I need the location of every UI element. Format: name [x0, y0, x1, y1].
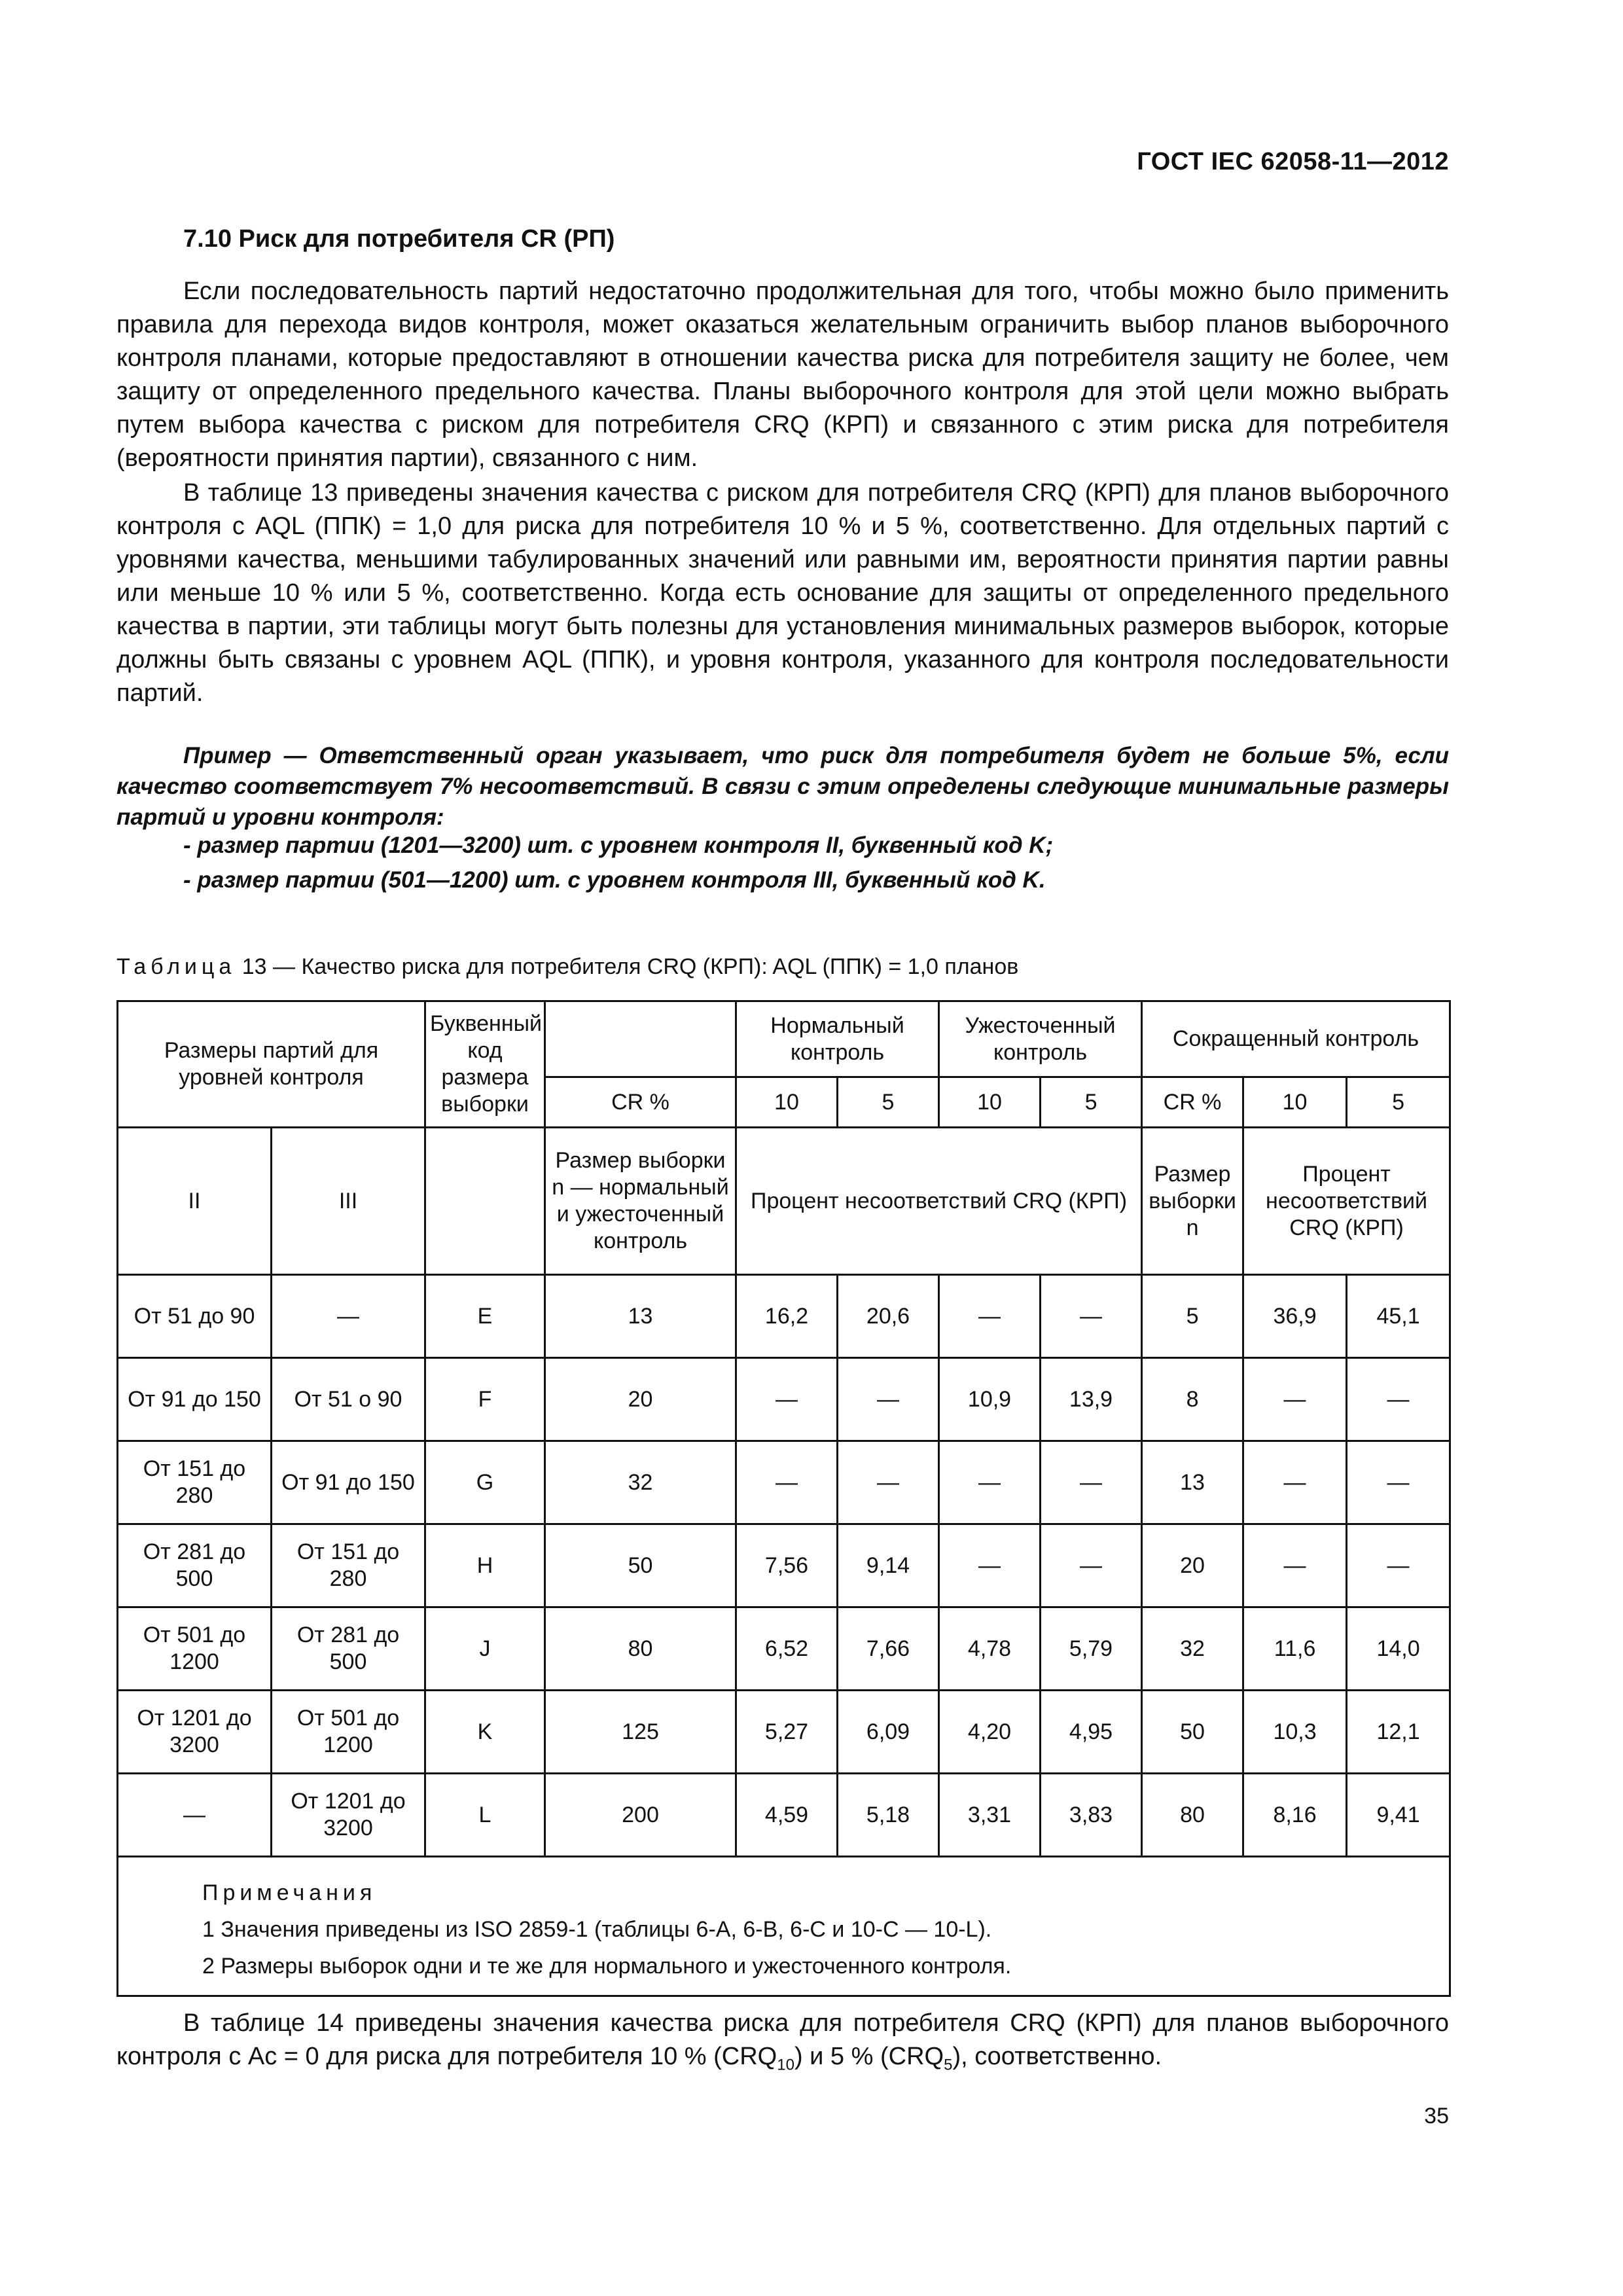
document-page	[116, 0, 1449, 2296]
standard-header: ГОСТ IEC 62058-11—2012	[1137, 148, 1449, 175]
cell-code: G	[425, 1441, 545, 1524]
cell-tightened-10: 4,20	[939, 1691, 1041, 1774]
cell-reduced-10: 11,6	[1243, 1607, 1347, 1691]
header-code-blank	[425, 1128, 545, 1275]
header-percent-r: Процент несоответствий CRQ (КРП)	[1243, 1128, 1450, 1275]
cell-tightened-10: 4,78	[939, 1607, 1041, 1691]
header-percent-nt: Процент несоответствий CRQ (КРП)	[736, 1128, 1142, 1275]
header-reduced: Сокращенный контроль	[1142, 1001, 1450, 1077]
cell-tightened-5: —	[1041, 1524, 1142, 1607]
cell-normal-10: 6,52	[736, 1607, 838, 1691]
cell-level-2: От 501 до 1200	[118, 1607, 272, 1691]
cell-reduced-sample-size: 50	[1142, 1691, 1243, 1774]
crq-subscript-10: 10	[777, 2056, 794, 2074]
table-caption-text: 13 — Качество риска для потребителя CRQ (КРП): AQL (ППК) = 1,0 планов	[241, 954, 1019, 979]
cell-normal-5: 20,6	[838, 1275, 939, 1358]
cell-normal-10: —	[736, 1358, 838, 1441]
cell-reduced-5: 12,1	[1347, 1691, 1450, 1774]
cell-level-3: От 281 до 500	[272, 1607, 425, 1691]
cell-normal-5: —	[838, 1441, 939, 1524]
cell-reduced-10: —	[1243, 1524, 1347, 1607]
cell-reduced-sample-size: 20	[1142, 1524, 1243, 1607]
header-normal: Нормальный контроль	[736, 1001, 939, 1077]
paragraph-1-text: Если последовательность партий недостаточно продолжительная для того, чтобы можно было применить правила для перехода видов контроля, может оказаться желательным ограничить выбор планов выборочного контроля планами, которые предоставляют в отношении качества риска для потребителя защиту не более, чем защиту от определенного предельного качества. Планы выборочного контроля для этой цели можно выбрать путем выбора качества с риском для потребителя CRQ (КРП) и связанного с этим риска для потребителя (вероятности принятия партии), связанного с ним.	[116, 278, 1449, 472]
cell-tightened-10: 10,9	[939, 1358, 1041, 1441]
paragraph-1	[116, 275, 1449, 475]
example-text: Пример — Ответственный орган указывает, что риск для потребителя будет не больше 5%, если качество соответствует 7% несоответствий. В связи с этим определены следующие минимальные размеры партий и уровни контроля:	[116, 743, 1449, 830]
header-cr-percent: CR %	[545, 1077, 736, 1128]
note-2: 2 Размеры выборок одни и те же для нормального и ужесточенного контроля.	[202, 1954, 1012, 1979]
header-lot-sizes: Размеры партий для уровней контроля	[118, 1001, 425, 1128]
cell-reduced-10: —	[1243, 1441, 1347, 1524]
header-level-2: II	[118, 1128, 272, 1275]
table-row	[118, 1524, 1450, 1607]
header-sample-size-r: Размер выборки n	[1142, 1128, 1243, 1275]
cell-level-3: От 91 до 150	[272, 1441, 425, 1524]
cell-normal-5: 6,09	[838, 1691, 939, 1774]
table-row	[118, 1358, 1450, 1441]
cell-reduced-10: —	[1243, 1358, 1347, 1441]
cell-sample-size: 200	[545, 1774, 736, 1857]
cell-reduced-10: 10,3	[1243, 1691, 1347, 1774]
header-normal-10: 10	[736, 1077, 838, 1128]
cell-sample-size: 80	[545, 1607, 736, 1691]
header-tightened-5: 5	[1041, 1077, 1142, 1128]
header-level-3: III	[272, 1128, 425, 1275]
cell-level-2: От 91 до 150	[118, 1358, 272, 1441]
header-normal-5: 5	[838, 1077, 939, 1128]
cell-tightened-10: —	[939, 1441, 1041, 1524]
cell-reduced-10: 36,9	[1243, 1275, 1347, 1358]
final-paragraph-mid: ) и 5 % (CRQ	[794, 2043, 944, 2070]
paragraph-2-text: В таблице 13 приведены значения качества с риском для потребителя CRQ (КРП) для планов выборочного контроля с AQL (ППК) = 1,0 для риска для потребителя 10 % и 5 %, соответственно. Для отдельных партий с уровнями качества, меньшими табулированных значений или равными им, вероятности принятия партии равны или меньше 10 % или 5 %, соответственно. Когда есть основание для защиты от определенного предельного качества в партии, эти таблицы могут быть полезны для установления минимальных размеров выборок, которые должны быть связаны с уровнем AQL (ППК), и уровня контроля, указанного для контроля последовательности партий.	[116, 479, 1449, 707]
cell-level-2: От 281 до 500	[118, 1524, 272, 1607]
table-caption	[116, 954, 1018, 980]
example-item-1: - размер партии (1201—3200) шт. с уровнем контроля II, буквенный код K;	[183, 833, 1054, 858]
cell-level-3: —	[272, 1275, 425, 1358]
final-paragraph-end: ), соответственно.	[952, 2043, 1162, 2070]
paragraph-2	[116, 476, 1449, 710]
cell-level-2: От 1201 до 3200	[118, 1691, 272, 1774]
example-item-2: - размер партии (501—1200) шт. с уровнем контроля III, буквенный код K.	[183, 867, 1046, 893]
table-notes	[118, 1857, 1450, 1996]
cell-code: E	[425, 1275, 545, 1358]
cell-code: F	[425, 1358, 545, 1441]
header-tightened-10: 10	[939, 1077, 1041, 1128]
cell-tightened-10: —	[939, 1275, 1041, 1358]
final-paragraph	[116, 2007, 1449, 2073]
cell-reduced-5: —	[1347, 1358, 1450, 1441]
table-row	[118, 1774, 1450, 1857]
final-paragraph-text: В таблице 14 приведены значения качества риска для потребителя CRQ (КРП) для планов выборочного контроля с Ac = 0 для риска для потребителя 10 % (CRQ	[116, 2009, 1449, 2070]
header-code-letter: Буквенный код размера выборки	[425, 1001, 545, 1128]
cell-sample-size: 50	[545, 1524, 736, 1607]
cell-level-2: От 51 до 90	[118, 1275, 272, 1358]
example-block	[116, 740, 1449, 833]
cell-reduced-5: —	[1347, 1524, 1450, 1607]
cell-normal-5: 7,66	[838, 1607, 939, 1691]
cell-code: J	[425, 1607, 545, 1691]
cell-level-3: От 151 до 280	[272, 1524, 425, 1607]
cell-reduced-sample-size: 8	[1142, 1358, 1243, 1441]
cell-tightened-5: 4,95	[1041, 1691, 1142, 1774]
notes-title: Примечания	[202, 1880, 377, 1905]
cell-normal-10: 16,2	[736, 1275, 838, 1358]
cell-reduced-sample-size: 32	[1142, 1607, 1243, 1691]
cell-reduced-5: 9,41	[1347, 1774, 1450, 1857]
cell-reduced-sample-size: 5	[1142, 1275, 1243, 1358]
cell-sample-size: 13	[545, 1275, 736, 1358]
table-row	[118, 1441, 1450, 1524]
cell-code: L	[425, 1774, 545, 1857]
cell-normal-5: 5,18	[838, 1774, 939, 1857]
section-title: 7.10 Риск для потребителя CR (РП)	[183, 225, 615, 253]
cell-reduced-sample-size: 13	[1142, 1441, 1243, 1524]
cell-normal-5: 9,14	[838, 1524, 939, 1607]
crq-subscript-5: 5	[944, 2056, 953, 2074]
page-number: 35	[1424, 2104, 1449, 2128]
cell-reduced-5: —	[1347, 1441, 1450, 1524]
cell-level-3: От 501 до 1200	[272, 1691, 425, 1774]
cell-tightened-5: —	[1041, 1441, 1142, 1524]
header-tightened: Ужесточенный контроль	[939, 1001, 1142, 1077]
cell-normal-10: 7,56	[736, 1524, 838, 1607]
header-reduced-10: 10	[1243, 1077, 1347, 1128]
cell-level-2: От 151 до 280	[118, 1441, 272, 1524]
table-row	[118, 1275, 1450, 1358]
cell-code: H	[425, 1524, 545, 1607]
cell-tightened-5: 3,83	[1041, 1774, 1142, 1857]
table-row	[118, 1607, 1450, 1691]
cell-level-3: От 1201 до 3200	[272, 1774, 425, 1857]
cell-sample-size: 125	[545, 1691, 736, 1774]
cell-reduced-5: 14,0	[1347, 1607, 1450, 1691]
cell-normal-10: —	[736, 1441, 838, 1524]
cell-tightened-10: 3,31	[939, 1774, 1041, 1857]
cell-reduced-sample-size: 80	[1142, 1774, 1243, 1857]
cell-level-3: От 51 о 90	[272, 1358, 425, 1441]
cell-normal-10: 4,59	[736, 1774, 838, 1857]
header-reduced-cr-percent: CR %	[1142, 1077, 1243, 1128]
header-sample-size-nt: Размер выборки n — нормальный и ужесточенный контроль	[545, 1128, 736, 1275]
cell-tightened-5: 5,79	[1041, 1607, 1142, 1691]
note-1: 1 Значения приведены из ISO 2859-1 (таблицы 6-A, 6-B, 6-C и 10-C — 10-L).	[202, 1917, 992, 1942]
cell-tightened-10: —	[939, 1524, 1041, 1607]
cell-sample-size: 32	[545, 1441, 736, 1524]
cell-reduced-5: 45,1	[1347, 1275, 1450, 1358]
cell-normal-10: 5,27	[736, 1691, 838, 1774]
cell-tightened-5: —	[1041, 1275, 1142, 1358]
cell-normal-5: —	[838, 1358, 939, 1441]
crq-table	[116, 1000, 1451, 1997]
cell-reduced-10: 8,16	[1243, 1774, 1347, 1857]
table-row	[118, 1691, 1450, 1774]
cell-sample-size: 20	[545, 1358, 736, 1441]
cell-level-2: —	[118, 1774, 272, 1857]
table-caption-label: Таблица	[116, 954, 236, 979]
header-blank	[545, 1001, 736, 1077]
header-reduced-5: 5	[1347, 1077, 1450, 1128]
cell-code: K	[425, 1691, 545, 1774]
cell-tightened-5: 13,9	[1041, 1358, 1142, 1441]
